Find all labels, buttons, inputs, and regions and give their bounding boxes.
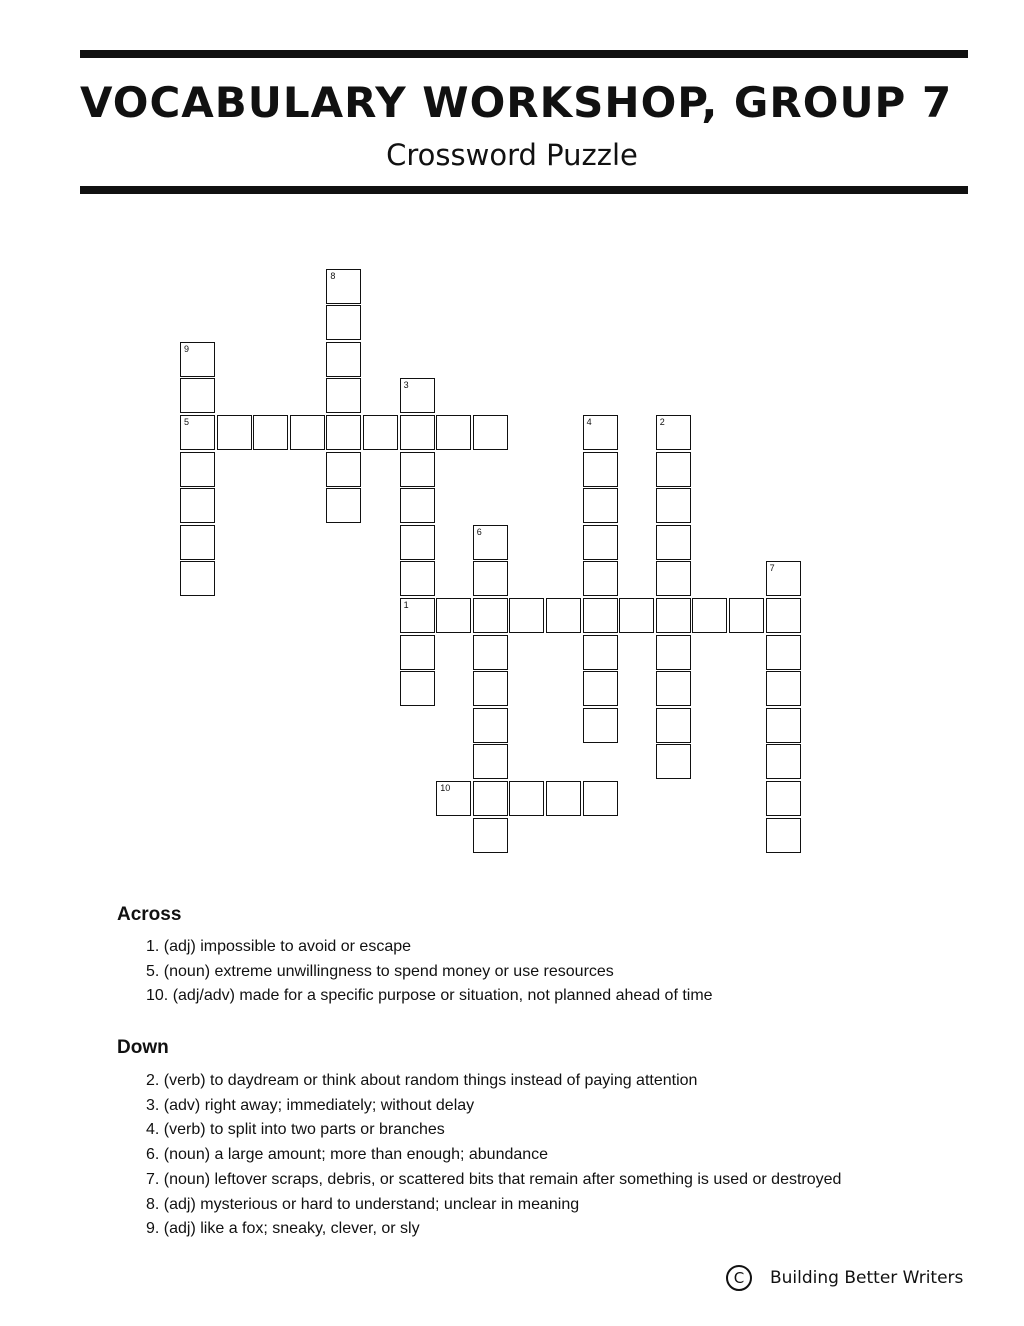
grid-cell[interactable]: [692, 598, 727, 633]
grid-cell[interactable]: [766, 744, 801, 779]
grid-cell[interactable]: [583, 598, 618, 633]
grid-cell[interactable]: [473, 818, 508, 853]
grid-cell[interactable]: [656, 744, 691, 779]
grid-cell[interactable]: [509, 781, 544, 816]
clue-number: 2: [659, 417, 665, 427]
grid-cell[interactable]: [546, 781, 581, 816]
page-title: VOCABULARY WORKSHOP, GROUP 7: [80, 78, 953, 127]
clue-number: 6: [476, 526, 482, 537]
grid-cell[interactable]: [766, 671, 801, 706]
grid-cell[interactable]: [326, 378, 361, 413]
grid-cell[interactable]: [180, 561, 215, 596]
grid-cell[interactable]: [436, 598, 471, 633]
grid-cell[interactable]: [766, 708, 801, 743]
grid-cell[interactable]: [436, 415, 471, 450]
across-clue-list: [146, 935, 713, 1009]
grid-cell[interactable]: [436, 781, 471, 816]
grid-cell[interactable]: [473, 525, 508, 560]
grid-cell[interactable]: [656, 598, 691, 633]
credit-text: Building Better Writers: [770, 1268, 964, 1288]
grid-cell[interactable]: [729, 598, 764, 633]
grid-cell[interactable]: [583, 635, 618, 670]
grid-cell[interactable]: [583, 488, 618, 523]
across-clue: 5. (noun) extreme unwillingness to spend money or use resources: [146, 962, 614, 980]
grid-cell[interactable]: [400, 598, 435, 633]
grid-cell[interactable]: [400, 452, 435, 487]
across-clue: 10. (adj/adv) made for a specific purpose or situation, not planned ahead of time: [146, 987, 713, 1005]
grid-cell[interactable]: [766, 818, 801, 853]
grid-cell[interactable]: [217, 415, 252, 450]
grid-cell[interactable]: [180, 452, 215, 487]
grid-cell[interactable]: [326, 452, 361, 487]
grid-cell[interactable]: [583, 781, 618, 816]
grid-cell[interactable]: [473, 598, 508, 633]
grid-cell[interactable]: [766, 635, 801, 670]
clue-number: 9: [184, 343, 190, 354]
clue-number: 10: [440, 783, 451, 793]
grid-cell[interactable]: [326, 415, 361, 450]
across-heading: Across: [117, 904, 182, 925]
down-clue: 4. (verb) to split into two parts or branches: [146, 1121, 445, 1139]
down-clue: 7. (noun) leftover scraps, debris, or scattered bits that remain after something is used or destroyed: [146, 1170, 842, 1188]
down-clue: 6. (noun) a large amount; more than enough; abundance: [146, 1146, 549, 1164]
grid-cell[interactable]: [546, 598, 581, 633]
grid-cell[interactable]: [766, 561, 801, 596]
grid-cell[interactable]: [473, 744, 508, 779]
grid-cell[interactable]: [766, 598, 801, 633]
grid-cell[interactable]: [400, 378, 435, 413]
down-clue: 2. (verb) to daydream or think about random things instead of paying attention: [146, 1072, 698, 1089]
grid-cell[interactable]: [656, 415, 691, 450]
grid-cell[interactable]: [583, 708, 618, 743]
grid-cell[interactable]: [473, 561, 508, 596]
grid-cell[interactable]: [583, 525, 618, 560]
across-clue: 1. (adj) impossible to avoid or escape: [146, 938, 412, 955]
grid-cell[interactable]: [400, 415, 435, 450]
grid-cell[interactable]: [473, 708, 508, 743]
grid-cell[interactable]: [766, 781, 801, 816]
grid-cell[interactable]: [326, 305, 361, 340]
grid-cell[interactable]: [180, 378, 215, 413]
clue-number: 8: [330, 270, 336, 281]
grid-cell[interactable]: [583, 415, 618, 450]
grid-cell[interactable]: [400, 561, 435, 596]
grid-cell[interactable]: [253, 415, 288, 450]
grid-cell[interactable]: [326, 488, 361, 523]
footer-credit: [726, 1265, 963, 1291]
clue-number: 1: [403, 600, 409, 610]
grid-cell[interactable]: [473, 415, 508, 450]
grid-cell[interactable]: [656, 561, 691, 596]
copyright-icon: C: [726, 1265, 752, 1291]
grid-cell[interactable]: [583, 561, 618, 596]
grid-cell[interactable]: [473, 781, 508, 816]
grid-cell[interactable]: [326, 342, 361, 377]
clue-number: 5: [184, 417, 190, 427]
grid-cell[interactable]: [400, 635, 435, 670]
grid-cell[interactable]: [180, 342, 215, 377]
clue-number: 7: [769, 563, 775, 574]
grid-cell[interactable]: [619, 598, 654, 633]
grid-cell[interactable]: [656, 488, 691, 523]
grid-cell[interactable]: [583, 671, 618, 706]
down-clue: 3. (adv) right away; immediately; without delay: [146, 1096, 475, 1114]
down-clue: 8. (adj) mysterious or hard to understand; unclear in meaning: [146, 1195, 580, 1213]
grid-cell[interactable]: [473, 671, 508, 706]
down-clue-list: [146, 1069, 841, 1242]
grid-cell[interactable]: [583, 452, 618, 487]
grid-cell[interactable]: [400, 671, 435, 706]
grid-cell[interactable]: [656, 708, 691, 743]
grid-cell[interactable]: [656, 452, 691, 487]
grid-cell[interactable]: [656, 525, 691, 560]
down-clue: 9. (adj) like a fox; sneaky, clever, or sly: [146, 1220, 420, 1238]
grid-cell[interactable]: [363, 415, 398, 450]
grid-cell[interactable]: [509, 598, 544, 633]
grid-cell[interactable]: [326, 269, 361, 304]
grid-cell[interactable]: [656, 635, 691, 670]
grid-cell[interactable]: [400, 525, 435, 560]
grid-cell[interactable]: [290, 415, 325, 450]
grid-cell[interactable]: [473, 635, 508, 670]
grid-cell[interactable]: [400, 488, 435, 523]
down-heading: Down: [117, 1037, 169, 1058]
grid-cell[interactable]: [656, 671, 691, 706]
page-subtitle: Crossword Puzzle: [386, 138, 638, 172]
clue-number: 4: [586, 417, 592, 427]
grid-cell[interactable]: [180, 525, 215, 560]
clue-number: 3: [403, 380, 409, 391]
grid-cell[interactable]: [180, 415, 215, 450]
grid-cell[interactable]: [180, 488, 215, 523]
